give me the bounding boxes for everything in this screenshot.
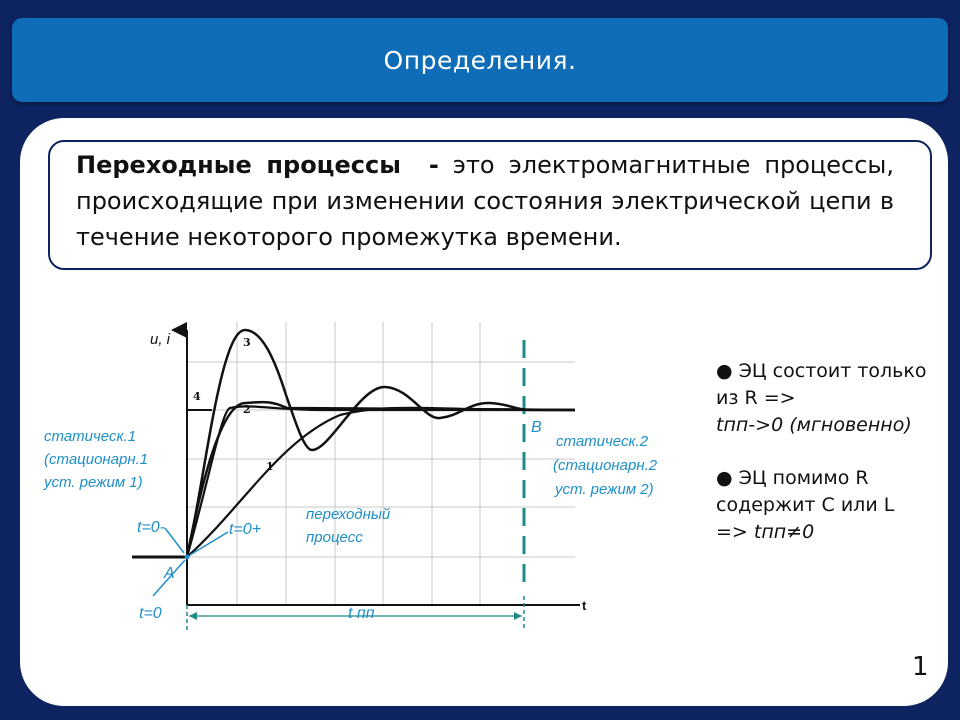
bullet-line: tпп->0 (мгновенно) (716, 414, 912, 436)
static2-line3: уст. режим 2) (555, 481, 654, 498)
curve-label-4: 4 (193, 390, 201, 403)
t0-minus-arrow (165, 528, 184, 553)
bullet-line: => tпп≠0 (716, 521, 815, 543)
curve-label-3: 3 (243, 336, 251, 349)
point-a-label: A (164, 565, 175, 582)
static2-line2: (стационарн.2 (553, 457, 658, 474)
static1-line1: статическ.1 (44, 428, 137, 445)
definition-term: Переходные процессы (76, 151, 401, 179)
t0-plus-label: t=0+ (229, 521, 262, 538)
static1-line2: (стационарн.1 (44, 451, 149, 468)
bullet-item (716, 465, 946, 546)
slide-title: Определения. (383, 45, 577, 75)
definition-dash: - (428, 151, 439, 179)
point-b-label: B (531, 419, 542, 436)
bullet-line: содержит C или L (716, 494, 895, 516)
transient-line1: переходный (306, 506, 391, 523)
curve-label-1: 1 (266, 460, 274, 473)
slide-number: 1 (912, 652, 929, 682)
bullet-line: из R => (716, 387, 796, 409)
point-a-dot (185, 555, 190, 560)
definition-body: это электромагнитные процессы, происходящие при изменении состояния электрической цепи в течение некоторого промежутка времени. (76, 151, 894, 251)
x-axis-label: t (582, 598, 587, 613)
bullet-list (716, 358, 946, 572)
static2-line1: статическ.2 (556, 433, 649, 450)
t0-minus-label: t=0- (137, 519, 166, 536)
bullet-line: ● ЭЦ состоит только (716, 360, 927, 382)
bullet-item (716, 358, 946, 439)
t0-label: t=0 (139, 605, 162, 622)
curve-label-2: 2 (243, 403, 251, 416)
grid (187, 322, 575, 605)
bullet-line: ● ЭЦ помимо R (716, 467, 869, 489)
transient-line2: процесс (306, 529, 363, 546)
y-axis-label: u, i (150, 331, 171, 348)
static1-line3: уст. режим 1) (44, 474, 143, 491)
tpp-label: t пп (348, 605, 375, 622)
